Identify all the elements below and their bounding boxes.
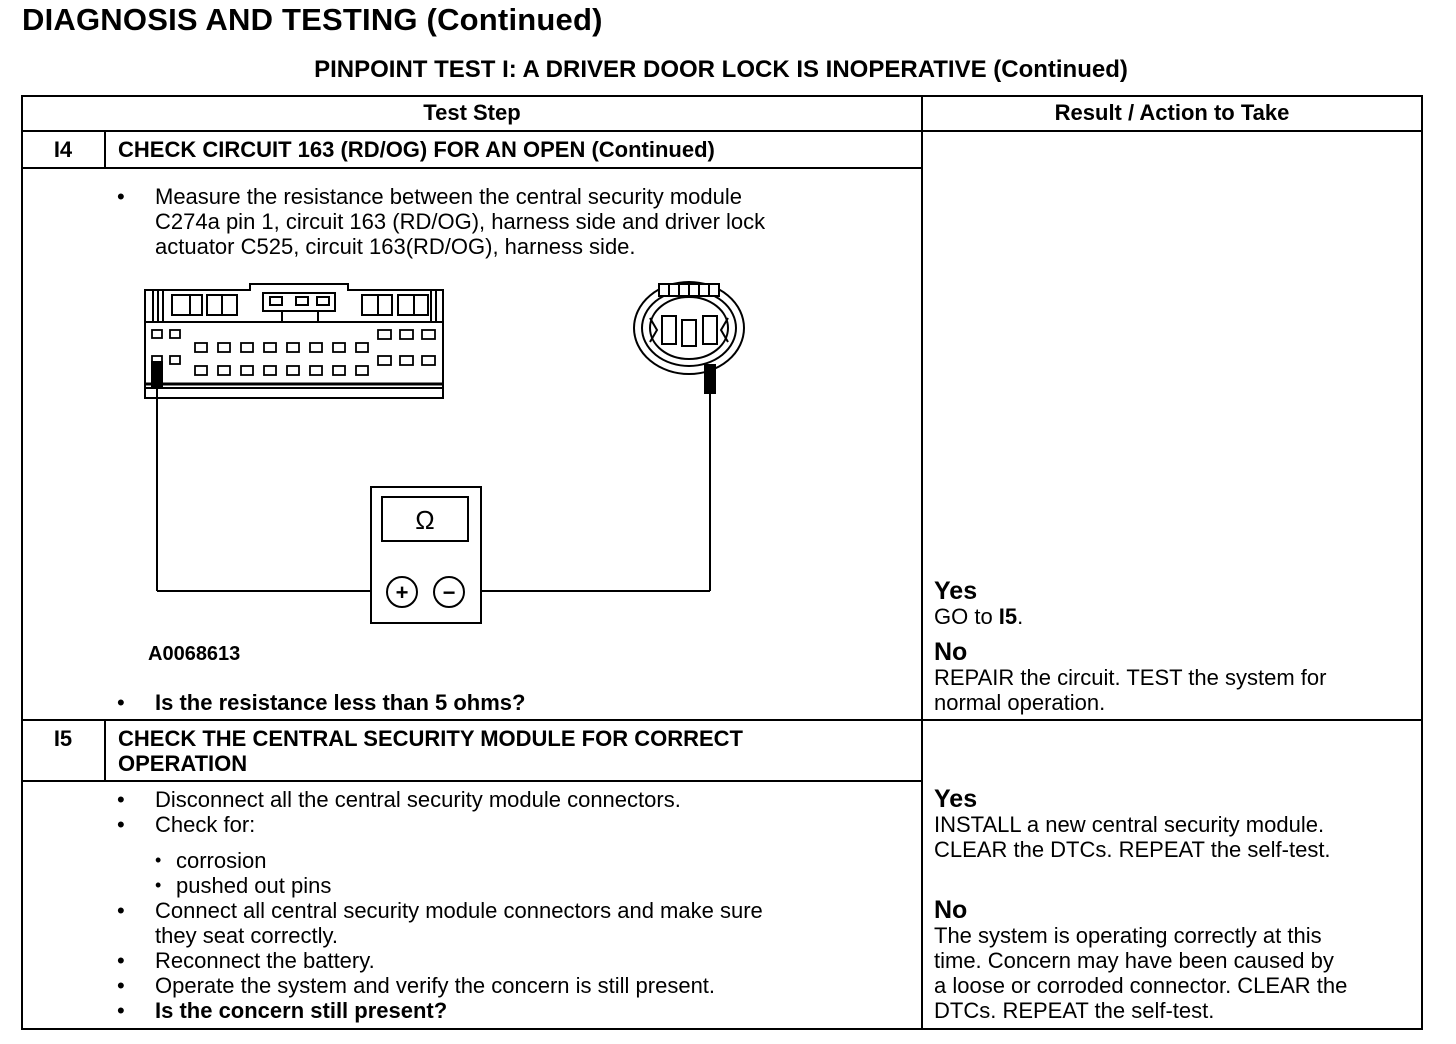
result-no-action: time. Concern may have been caused by <box>934 948 1334 973</box>
header-result: Result / Action to Take <box>1054 100 1290 125</box>
result-yes-action <box>934 604 1023 629</box>
step-id-i5: I5 <box>53 726 73 751</box>
bullet-marker: • <box>117 998 125 1023</box>
header-test-step: Test Step <box>423 100 521 125</box>
result-yes-action: INSTALL a new central security module. <box>934 812 1325 837</box>
pinpoint-test-title: PINPOINT TEST I: A DRIVER DOOR LOCK IS INOPERATIVE (Continued) <box>314 56 1128 83</box>
instruction-line: Disconnect all the central security module connectors. <box>155 787 681 812</box>
step-title-i5: OPERATION <box>118 751 248 776</box>
result-no-action: DTCs. REPEAT the self-test. <box>934 998 1215 1023</box>
sub-bullet-marker: • <box>155 875 162 895</box>
module-connector-c274a <box>145 284 443 398</box>
sub-bullet-marker: • <box>155 850 162 870</box>
i5-id-divider <box>104 719 106 780</box>
bullet-marker: • <box>117 690 125 715</box>
table-right-border <box>1421 95 1423 1030</box>
step-title-i5: CHECK THE CENTRAL SECURITY MODULE FOR CORRECT <box>118 726 743 751</box>
column-divider <box>921 95 923 1030</box>
plus-terminal: + <box>395 580 409 605</box>
result-no-action: normal operation. <box>934 690 1106 715</box>
resistance-test-diagram <box>0 0 921 719</box>
instruction-line: C274a pin 1, circuit 163 (RD/OG), harness side and driver lock <box>155 209 766 234</box>
bullet-marker: • <box>117 812 125 837</box>
actuator-connector-c525 <box>634 282 744 374</box>
row-divider <box>21 719 1423 721</box>
bullet-marker: • <box>117 184 125 209</box>
i5-title-divider <box>21 780 923 782</box>
instruction-line: Measure the resistance between the central security module <box>155 184 742 209</box>
yes-action-suffix: . <box>1017 604 1024 629</box>
bullet-marker: • <box>117 787 125 812</box>
figure-id: A0068613 <box>148 643 241 665</box>
step-id-i4: I4 <box>53 137 73 162</box>
negative-probe <box>705 365 715 591</box>
result-yes-label: Yes <box>934 785 978 813</box>
result-yes-label: Yes <box>934 577 978 605</box>
step-question: Is the resistance less than 5 ohms? <box>155 690 526 715</box>
result-no-action: a loose or corroded connector. CLEAR the <box>934 973 1348 998</box>
result-no-action: The system is operating correctly at this <box>934 923 1322 948</box>
yes-action-target: I5 <box>998 604 1018 629</box>
instruction-line: Check for: <box>155 812 256 837</box>
minus-terminal: − <box>442 580 456 605</box>
bullet-marker: • <box>117 948 125 973</box>
result-no-label: No <box>934 896 968 924</box>
step-title-i4: CHECK CIRCUIT 163 (RD/OG) FOR AN OPEN (Continued) <box>118 137 715 162</box>
bullet-marker: • <box>117 973 125 998</box>
page-title: DIAGNOSIS AND TESTING (Continued) <box>22 2 603 37</box>
result-yes-action: CLEAR the DTCs. REPEAT the self-test. <box>934 837 1331 862</box>
yes-action-prefix: GO to <box>934 604 999 629</box>
instruction-line: actuator C525, circuit 163(RD/OG), harness side. <box>155 234 636 259</box>
sub-item: pushed out pins <box>176 873 332 898</box>
instruction-line: Operate the system and verify the concern is still present. <box>155 973 716 998</box>
bullet-marker: • <box>117 898 125 923</box>
instruction-line: they seat correctly. <box>155 923 338 948</box>
instruction-line: Connect all central security module connectors and make sure <box>155 898 763 923</box>
result-no-label: No <box>934 638 968 666</box>
instruction-line: Reconnect the battery. <box>155 948 375 973</box>
sub-item: corrosion <box>176 848 267 873</box>
ohm-symbol: Ω <box>415 505 435 535</box>
step-question: Is the concern still present? <box>155 998 448 1023</box>
result-no-action: REPAIR the circuit. TEST the system for <box>934 665 1327 690</box>
table-bottom-border <box>21 1028 1423 1030</box>
